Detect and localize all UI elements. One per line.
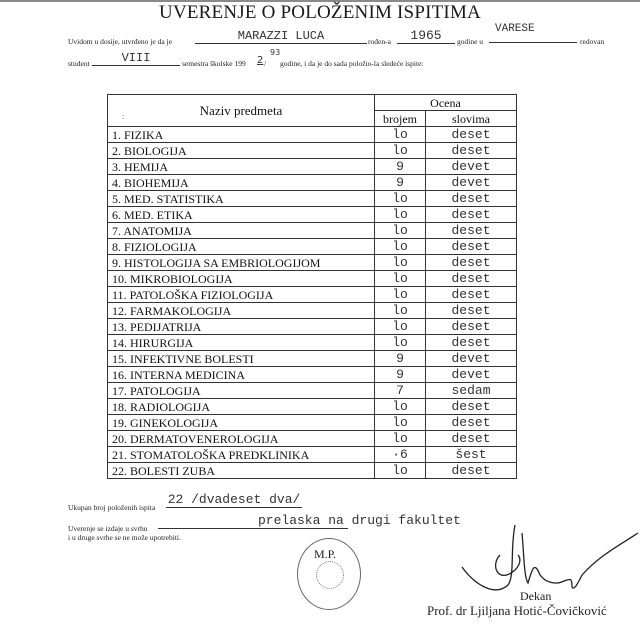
grade-number-cell: lo (375, 191, 426, 207)
subject-number: 5. (112, 192, 121, 206)
subject-cell (108, 239, 375, 255)
subject-cell (108, 319, 375, 335)
table-row (108, 287, 517, 303)
subject-cell (108, 271, 375, 287)
student-name-field: MARAZZI LUCA (195, 30, 367, 44)
subject-name: PATOLOŠKA FIZIOLOGIJA (129, 288, 274, 302)
subject-name: FARMAKOLOGIJA (130, 304, 232, 318)
total-value-field: 22 /dvadeset dva/ (167, 492, 301, 507)
purpose-value: prelaska na drugi fakultet (258, 513, 461, 528)
subject-cell (108, 415, 375, 431)
intro-label-6: semestra školske 199 (182, 59, 246, 68)
grade-number-cell: lo (375, 415, 426, 431)
document-title: UVERENJE O POLOŽENIM ISPITIMA (159, 2, 481, 23)
subject-cell (108, 447, 375, 463)
grade-words-cell: deset (426, 127, 517, 143)
grade-number-cell: lo (375, 239, 426, 255)
subject-cell (108, 303, 375, 319)
subject-number: 10. (112, 272, 127, 286)
subject-name: INTERNA MEDICINA (130, 368, 245, 382)
subject-number: 12. (112, 304, 127, 318)
subject-name: MED. STATISTIKA (124, 192, 224, 206)
intro-label-4: redovan (580, 37, 605, 46)
subject-cell (108, 255, 375, 271)
subject-name: STOMATOLOŠKA PREDKLINIKA (130, 448, 310, 462)
grade-words-cell: deset (426, 415, 517, 431)
intro-label-7: godine, i da je do sada položio-la sledeće ispite: (280, 59, 424, 68)
subject-name: BOLESTI ZUBA (130, 464, 215, 478)
grade-words-cell: deset (426, 287, 517, 303)
signatory-name: Prof. dr Ljiljana Hotić-Čovičković (427, 603, 607, 618)
grades-table (107, 94, 517, 479)
subject-cell (108, 175, 375, 191)
table-row (108, 159, 517, 175)
table-row (108, 319, 517, 335)
subject-name: BIOLOGIJA (124, 144, 187, 158)
subject-number: 21. (112, 448, 127, 462)
grade-words-cell: devet (426, 367, 517, 383)
semester-field: VIII (92, 52, 180, 66)
grade-number-cell: 9 (375, 175, 426, 191)
grade-words-cell: deset (426, 319, 517, 335)
total-label: Ukupan broj položenih ispita (68, 503, 156, 512)
table-row (108, 367, 517, 383)
grade-words-cell: deset (426, 335, 517, 351)
grade-number-cell: lo (375, 303, 426, 319)
table-row (108, 143, 517, 159)
stamp-emblem (316, 561, 344, 589)
table-row (108, 415, 517, 431)
subject-cell (108, 223, 375, 239)
subject-cell (108, 463, 375, 479)
grade-number-cell: 7 (375, 383, 426, 399)
grade-words-cell: deset (426, 399, 517, 415)
table-row (108, 175, 517, 191)
subject-cell (108, 367, 375, 383)
subject-name: DERMATOVENEROLOGIJA (130, 432, 279, 446)
subject-number: 11. (112, 288, 127, 302)
grade-number-cell: lo (375, 399, 426, 415)
subject-name: GINEKOLOGIJA (130, 416, 218, 430)
subject-cell (108, 159, 375, 175)
school-year-b: 93 (270, 48, 281, 57)
table-row (108, 447, 517, 463)
header-subject (108, 95, 375, 127)
header-number: brojem (375, 111, 426, 127)
subject-cell (108, 127, 375, 143)
birth-place-field: VARESE (489, 24, 577, 43)
grade-words-cell: deset (426, 143, 517, 159)
intro-label-3: godine u (457, 37, 484, 46)
table-row (108, 191, 517, 207)
table-row (108, 255, 517, 271)
subject-number: 2. (112, 144, 121, 158)
grade-words-cell: deset (426, 431, 517, 447)
grade-number-cell: lo (375, 127, 426, 143)
subject-cell (108, 399, 375, 415)
subject-number: 13. (112, 320, 127, 334)
intro-label-1: Uvidom u dosije, utvrđeno je da je (68, 37, 172, 46)
grade-number-cell: lo (375, 287, 426, 303)
subject-cell (108, 207, 375, 223)
grade-words-cell: deset (426, 271, 517, 287)
grade-number-cell: lo (375, 223, 426, 239)
subject-cell (108, 351, 375, 367)
grade-number-cell: lo (375, 255, 426, 271)
grade-number-cell: 9 (375, 367, 426, 383)
subject-cell (108, 383, 375, 399)
table-row (108, 399, 517, 415)
subject-name: FIZIOLOGIJA (124, 240, 197, 254)
grade-words-cell: deset (426, 303, 517, 319)
table-row (108, 127, 517, 143)
grade-number-cell: lo (375, 207, 426, 223)
subject-name: INFEKTIVNE BOLESTI (130, 352, 254, 366)
intro-label-2: rođen-a (368, 37, 391, 46)
subject-name: HIRURGIJA (130, 336, 194, 350)
subject-number: 1. (112, 128, 121, 142)
grade-words-cell: deset (426, 255, 517, 271)
table-row (108, 431, 517, 447)
subject-number: 6. (112, 208, 121, 222)
intro-label-5: student (68, 59, 90, 68)
header-subject-label: Naziv predmeta (199, 102, 283, 118)
grade-number-cell: lo (375, 271, 426, 287)
subject-number: 15. (112, 352, 127, 366)
grade-number-cell: lo (375, 431, 426, 447)
subject-cell (108, 335, 375, 351)
stamp-label: M.P. (314, 547, 337, 561)
purpose-value-field (158, 513, 461, 529)
subject-name: FIZIKA (124, 128, 164, 142)
signature-icon (460, 515, 640, 595)
subject-cell (108, 191, 375, 207)
grade-number-cell: lo (375, 463, 426, 479)
subject-number: 3. (112, 160, 121, 174)
subject-number: 22. (112, 464, 127, 478)
subject-cell (108, 143, 375, 159)
subject-name: PATOLOGIJA (130, 384, 201, 398)
subject-number: 17. (112, 384, 127, 398)
subject-cell (108, 287, 375, 303)
grade-words-cell: deset (426, 463, 517, 479)
subject-name: MED. ETIKA (124, 208, 193, 222)
subject-name: HISTOLOGIJA SA EMBRIOLOGIJOM (124, 256, 321, 270)
table-row (108, 463, 517, 479)
header-words: slovima (426, 111, 517, 127)
subject-number: 20. (112, 432, 127, 446)
subject-number: 8. (112, 240, 121, 254)
subject-number: 14. (112, 336, 127, 350)
table-row (108, 351, 517, 367)
purpose-label: Uverenje se izdaje u svrhu (68, 524, 148, 533)
subject-number: 4. (112, 176, 121, 190)
grade-words-cell: devet (426, 351, 517, 367)
subject-number: 9. (112, 256, 121, 270)
grade-words-cell: deset (426, 223, 517, 239)
table-row (108, 271, 517, 287)
table-row (108, 207, 517, 223)
subject-name: ANATOMIJA (123, 224, 192, 238)
birth-year-field: 1965 (397, 30, 455, 44)
header-grade: Ocena (375, 95, 517, 111)
subject-name: PEDIJATRIJA (130, 320, 202, 334)
grade-words-cell: devet (426, 175, 517, 191)
subject-name: HEMIJA (124, 160, 168, 174)
table-header-row (108, 95, 517, 111)
grade-number-cell: lo (375, 319, 426, 335)
subject-number: 18. (112, 400, 127, 414)
school-year-a: 2 (257, 55, 264, 66)
subject-number: 19. (112, 416, 127, 430)
header-mark: : (122, 112, 125, 121)
subject-name: RADIOLOGIJA (130, 400, 210, 414)
subject-number: 16. (112, 368, 127, 382)
grade-number-cell: lo (375, 335, 426, 351)
subject-name: MIKROBIOLOGIJA (130, 272, 233, 286)
grade-words-cell: deset (426, 239, 517, 255)
subject-name: BIOHEMIJA (124, 176, 189, 190)
table-row (108, 239, 517, 255)
grade-words-cell: devet (426, 159, 517, 175)
school-year-separator: / (264, 59, 267, 68)
subject-number: 7. (112, 224, 121, 238)
grade-words-cell: šest (426, 447, 517, 463)
subject-cell (108, 431, 375, 447)
signatory-role: Dekan (520, 589, 552, 603)
grade-words-cell: sedam (426, 383, 517, 399)
purpose-note: i u druge svrhe se ne može upotrebiti. (68, 533, 181, 542)
table-row (108, 223, 517, 239)
table-row (108, 335, 517, 351)
grade-words-cell: deset (426, 191, 517, 207)
table-row (108, 303, 517, 319)
grade-number-cell: lo (375, 143, 426, 159)
grade-number-cell: ·6 (375, 447, 426, 463)
grade-number-cell: 9 (375, 351, 426, 367)
grade-words-cell: deset (426, 207, 517, 223)
grade-number-cell: 9 (375, 159, 426, 175)
table-row (108, 383, 517, 399)
